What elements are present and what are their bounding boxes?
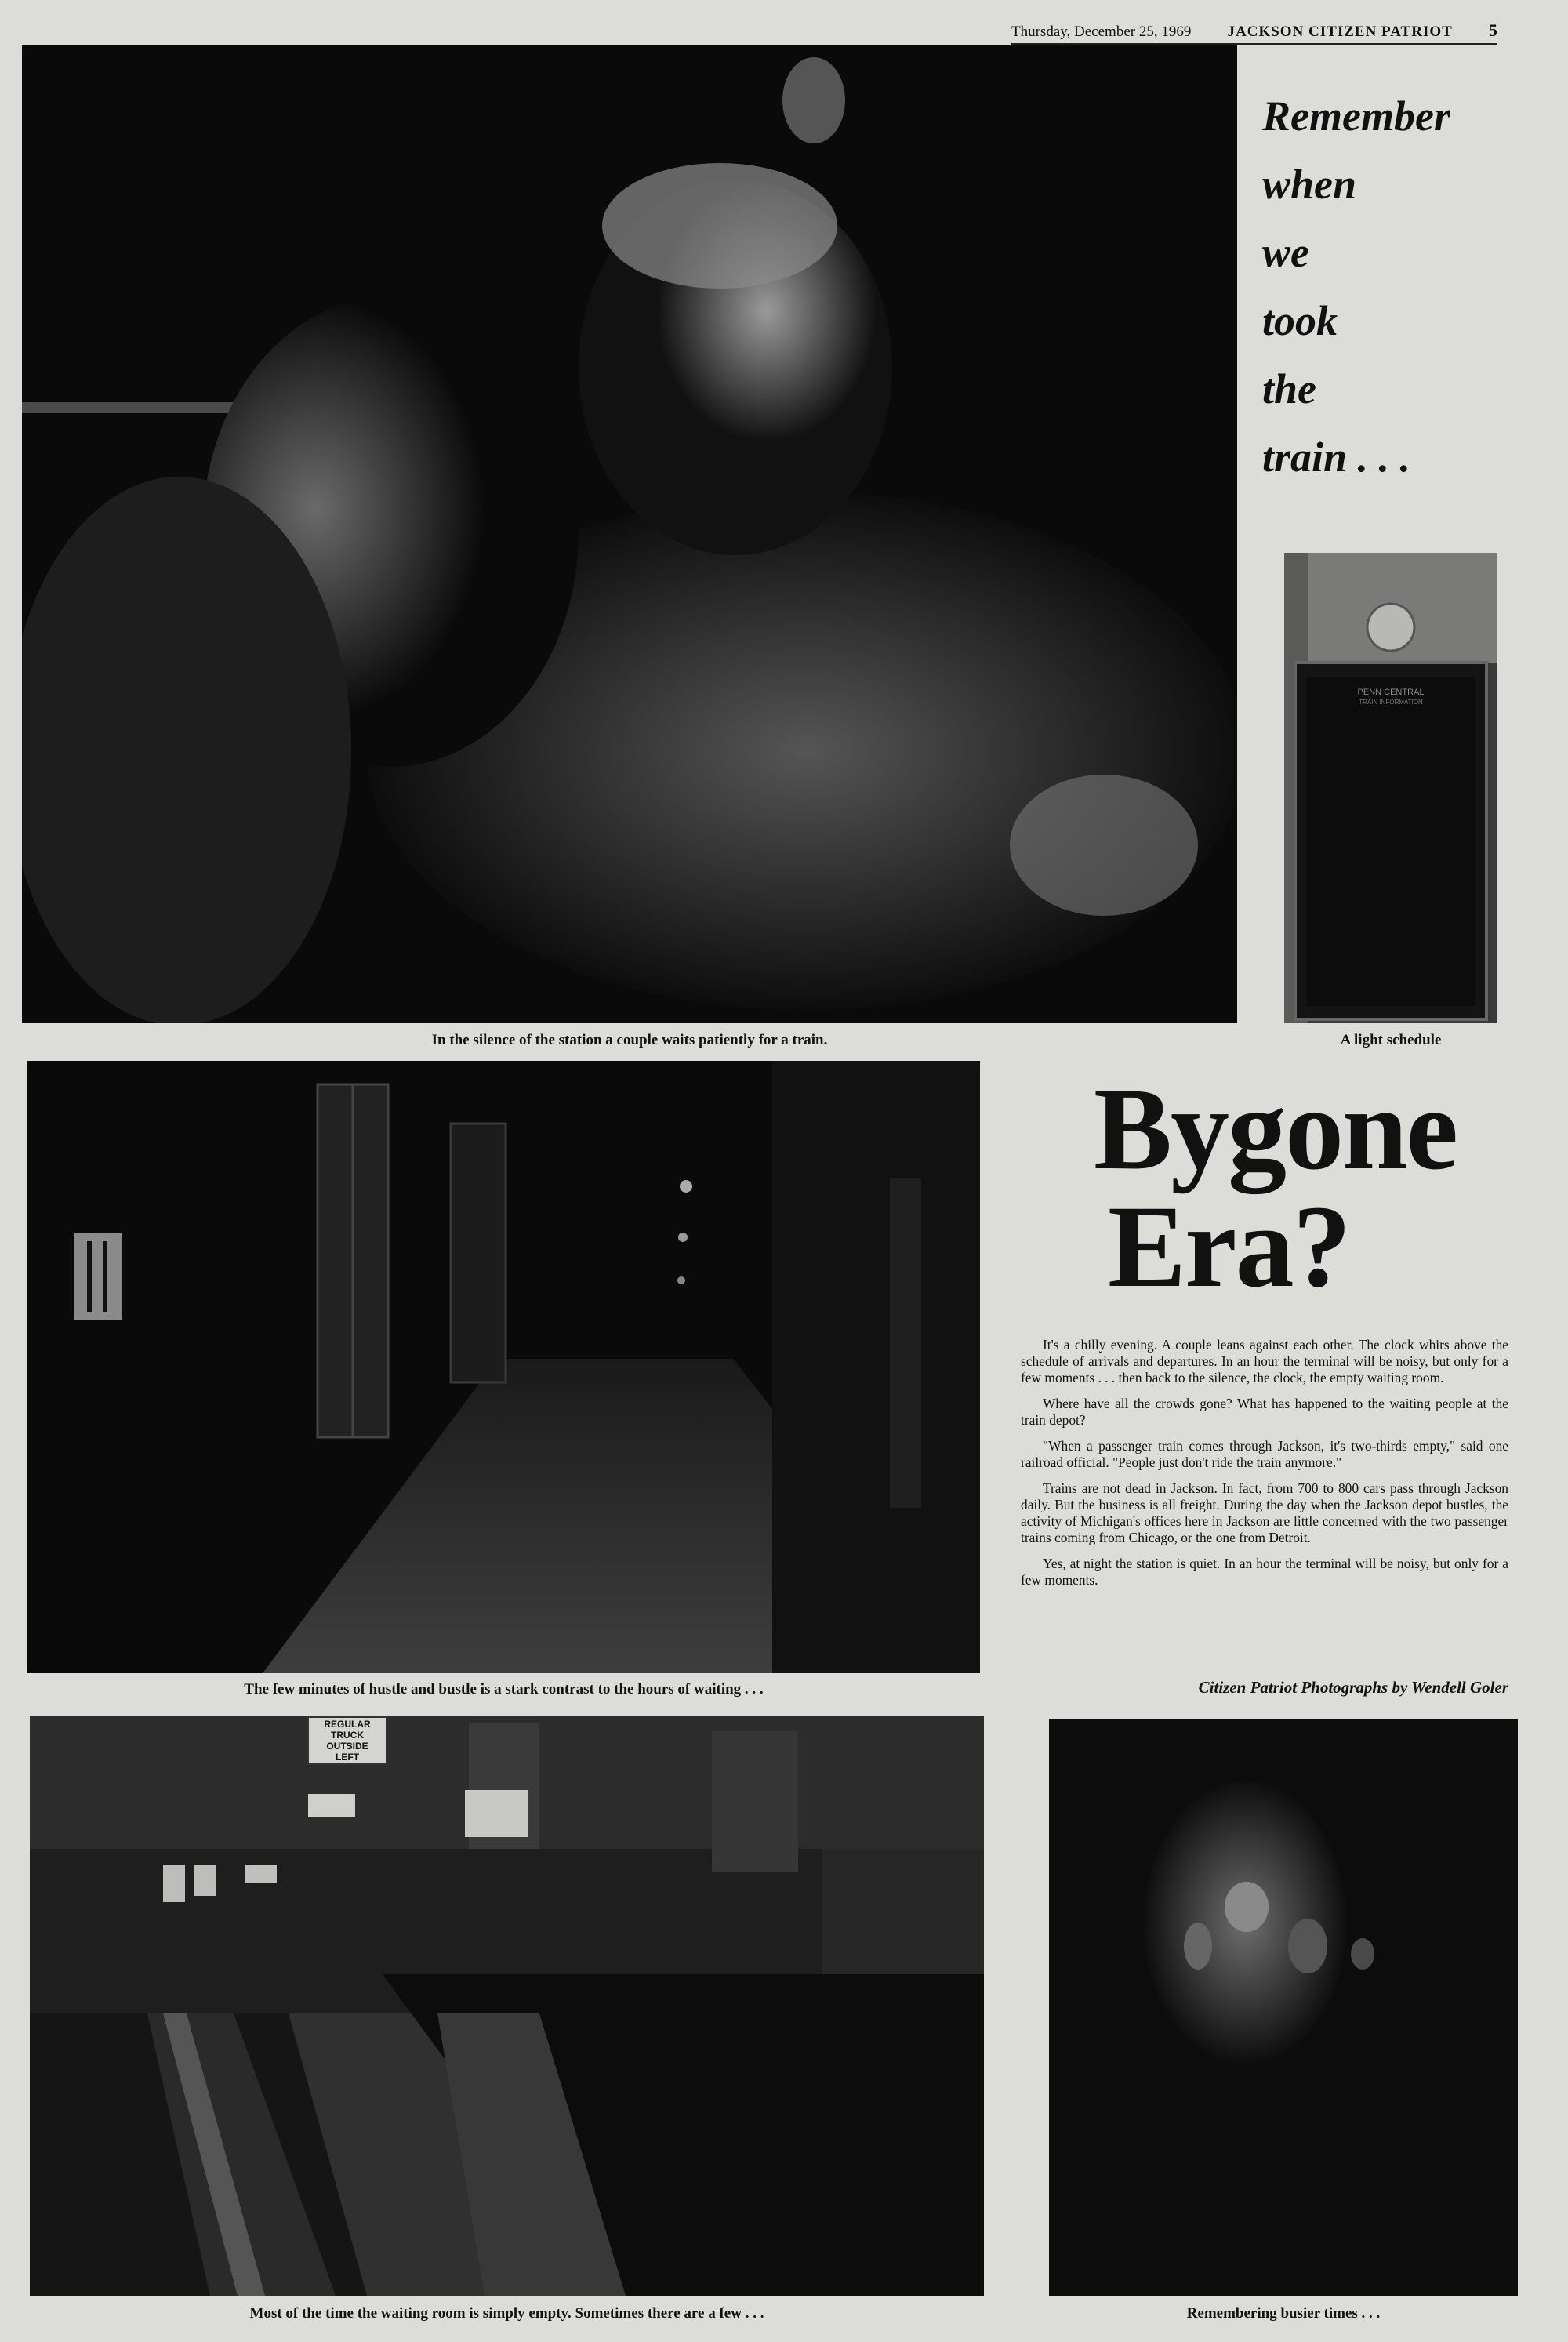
masthead xyxy=(1011,16,1497,45)
article-paragraph: Where have all the crowds gone? What has happened to the waiting people at the train depot? xyxy=(1021,1396,1508,1428)
headline-remember xyxy=(1262,82,1529,492)
headline-line: took xyxy=(1262,297,1338,344)
article-paragraph: "When a passenger train comes through Jackson, it's two-thirds empty," said one railroad official. "People just don't ride the train anymore." xyxy=(1021,1438,1508,1470)
headline-line: we xyxy=(1262,229,1309,276)
story-title-line2: Era? xyxy=(1108,1182,1350,1312)
headline-line: train . . . xyxy=(1262,434,1411,481)
waiting-room-sign xyxy=(308,1717,387,1764)
article-paragraph: It's a chilly evening. A couple leans against each other. The clock whirs above the schedule of arrivals and departures. In an hour the terminal will be noisy, but only for a few moments . . . then back to the silence, the clock, the empty waiting room. xyxy=(1021,1337,1508,1385)
article-body xyxy=(1021,1337,1508,1598)
headline-line: when xyxy=(1262,161,1357,208)
schedule-sign-line2: TRAIN INFORMATION xyxy=(1359,699,1423,706)
caption-corridor: The few minutes of hustle and bustle is a stark contrast to the hours of waiting . . . xyxy=(244,1681,764,1697)
headline-line: the xyxy=(1262,365,1317,412)
photo-waiting-room xyxy=(30,1716,984,2296)
caption-couple: In the silence of the station a couple waits patiently for a train. xyxy=(431,1032,828,1048)
article-paragraph: Yes, at night the station is quiet. In an hour the terminal will be noisy, but only for a few moments. xyxy=(1021,1556,1508,1588)
issue-date: Thursday, December 25, 1969 xyxy=(1011,24,1192,40)
photo-couple xyxy=(22,45,1237,1023)
sign-line: OUTSIDE xyxy=(326,1741,368,1752)
headline-line: Remember xyxy=(1262,93,1450,140)
photo-busier-times xyxy=(1049,1719,1518,2296)
sign-line: LEFT xyxy=(336,1752,359,1763)
newspaper-name: JACKSON CITIZEN PATRIOT xyxy=(1227,24,1453,40)
sign-line: REGULAR xyxy=(324,1719,371,1730)
caption-schedule: A light schedule xyxy=(1340,1032,1442,1048)
caption-waiting-room: Most of the time the waiting room is simply empty. Sometimes there are a few . . . xyxy=(249,2305,764,2322)
story-title-line1: Bygone xyxy=(1094,1064,1457,1194)
page-number: 5 xyxy=(1488,20,1497,40)
story-title xyxy=(1094,1064,1517,1312)
article-paragraph: Trains are not dead in Jackson. In fact, from 700 to 800 cars pass through Jackson daily. But the business is all freight. During the day when the Jackson depot bustles, the activity of Michigan's offices here in Jackson are little concerned with the two passenger trains coming from Chicago, or the one from Detroit. xyxy=(1021,1480,1508,1545)
caption-busier-times: Remembering busier times . . . xyxy=(1186,2305,1381,2322)
sign-line: TRUCK xyxy=(331,1730,364,1741)
schedule-sign-line1: PENN CENTRAL xyxy=(1357,688,1425,697)
photo-credit: Citizen Patriot Photographs by Wendell Goler xyxy=(1198,1678,1508,1697)
photo-schedule xyxy=(1284,553,1497,1023)
photo-corridor xyxy=(27,1061,980,1673)
